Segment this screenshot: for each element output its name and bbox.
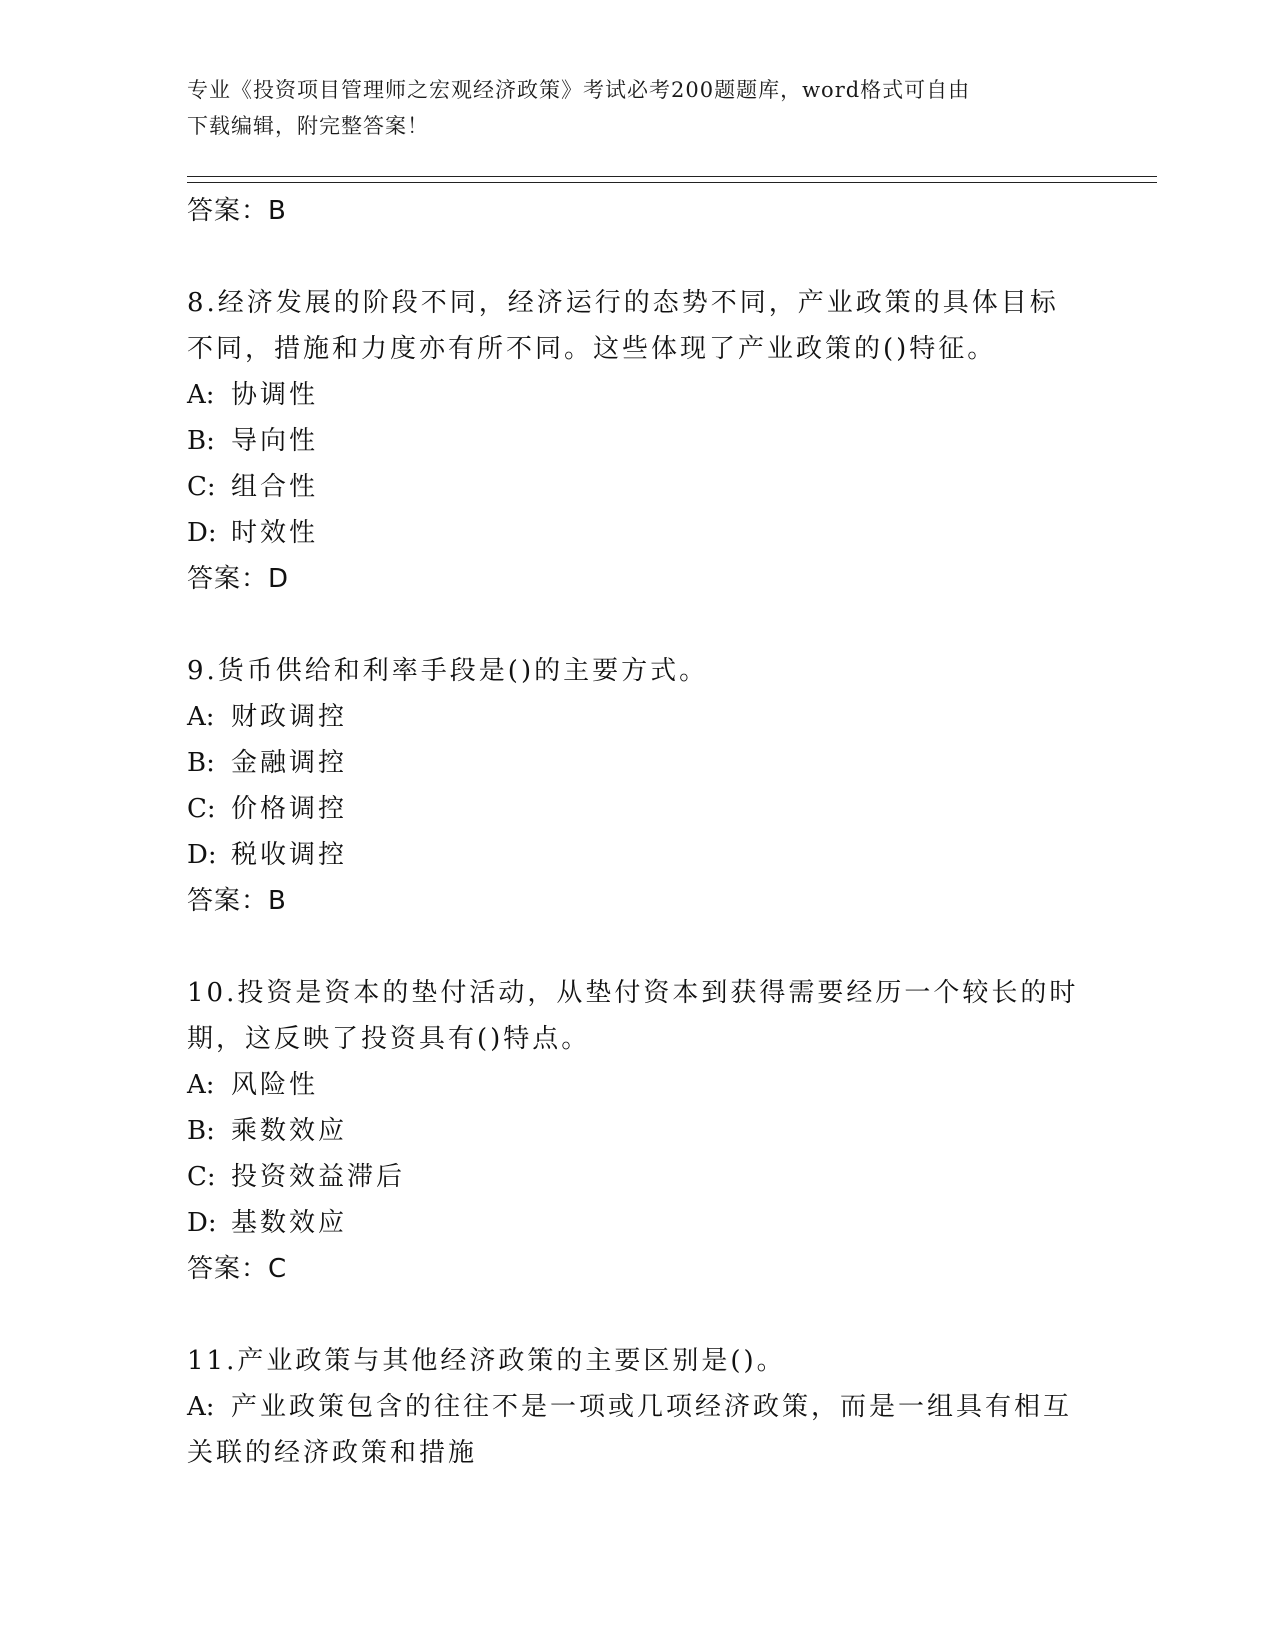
header-divider-top	[187, 176, 1157, 177]
option-letter: A:	[187, 702, 215, 732]
option-c	[187, 1154, 1087, 1200]
option-a	[187, 1384, 1087, 1430]
question-8	[187, 280, 1087, 602]
question-text: 9.货币供给和利率手段是()的主要方式。	[187, 656, 709, 686]
option-text: 风险性	[231, 1070, 319, 1100]
answer: 答案：B	[187, 886, 287, 916]
spacer	[187, 602, 1087, 648]
option-letter: D:	[187, 840, 217, 870]
option-d	[187, 1200, 1087, 1246]
option-a	[187, 1062, 1087, 1108]
header-divider-bottom	[187, 182, 1157, 183]
option-a	[187, 694, 1087, 740]
option-letter: C:	[187, 1162, 216, 1192]
option-text: 金融调控	[231, 748, 348, 778]
option-text: 投资效益滞后	[231, 1162, 406, 1192]
option-a	[187, 372, 1087, 418]
option-letter: C:	[187, 472, 216, 502]
option-d	[187, 832, 1087, 878]
spacer	[187, 1292, 1087, 1338]
option-letter: A:	[187, 380, 215, 410]
option-text: 协调性	[231, 380, 319, 410]
answer: 答案：D	[187, 564, 290, 594]
question-text: 8.经济发展的阶段不同，经济运行的态势不同，产业政策的具体目标	[187, 288, 1059, 318]
option-letter: D:	[187, 1208, 217, 1238]
option-text: 价格调控	[231, 794, 348, 824]
answer: 答案：C	[187, 1254, 288, 1284]
document-body	[187, 188, 1087, 1476]
question-text: 不同，措施和力度亦有所不同。这些体现了产业政策的()特征。	[187, 334, 997, 364]
question-10	[187, 970, 1087, 1292]
option-text: 税收调控	[231, 840, 348, 870]
option-letter: A:	[187, 1392, 215, 1422]
header-line-1: 专业《投资项目管理师之宏观经济政策》考试必考200题题库，word格式可自由	[187, 78, 971, 102]
option-text: 基数效应	[231, 1208, 348, 1238]
question-text: 期，这反映了投资具有()特点。	[187, 1024, 591, 1054]
option-text: 组合性	[231, 472, 319, 502]
option-text: 产业政策包含的往往不是一项或几项经济政策，而是一组具有相互	[231, 1392, 1073, 1422]
option-d	[187, 510, 1087, 556]
question-text: 11.产业政策与其他经济政策的主要区别是()。	[187, 1346, 786, 1376]
option-letter: C:	[187, 794, 216, 824]
header-line-2: 下载编辑，附完整答案！	[187, 114, 429, 138]
option-letter: B:	[187, 426, 215, 456]
option-letter: A:	[187, 1070, 215, 1100]
spacer	[187, 234, 1087, 280]
option-letter: D:	[187, 518, 217, 548]
option-text: 时效性	[231, 518, 319, 548]
spacer	[187, 924, 1087, 970]
option-text: 导向性	[231, 426, 319, 456]
document-header	[187, 72, 1087, 144]
option-letter: B:	[187, 1116, 215, 1146]
option-text: 乘数效应	[231, 1116, 348, 1146]
option-b	[187, 1108, 1087, 1154]
option-a-continued: 关联的经济政策和措施	[187, 1438, 478, 1468]
option-b	[187, 418, 1087, 464]
question-9	[187, 648, 1087, 924]
question-11	[187, 1338, 1087, 1476]
option-text: 财政调控	[231, 702, 348, 732]
previous-answer: 答案：B	[187, 196, 287, 226]
question-text: 10.投资是资本的垫付活动，从垫付资本到获得需要经历一个较长的时	[187, 978, 1079, 1008]
option-b	[187, 740, 1087, 786]
option-letter: B:	[187, 748, 215, 778]
option-c	[187, 786, 1087, 832]
option-c	[187, 464, 1087, 510]
